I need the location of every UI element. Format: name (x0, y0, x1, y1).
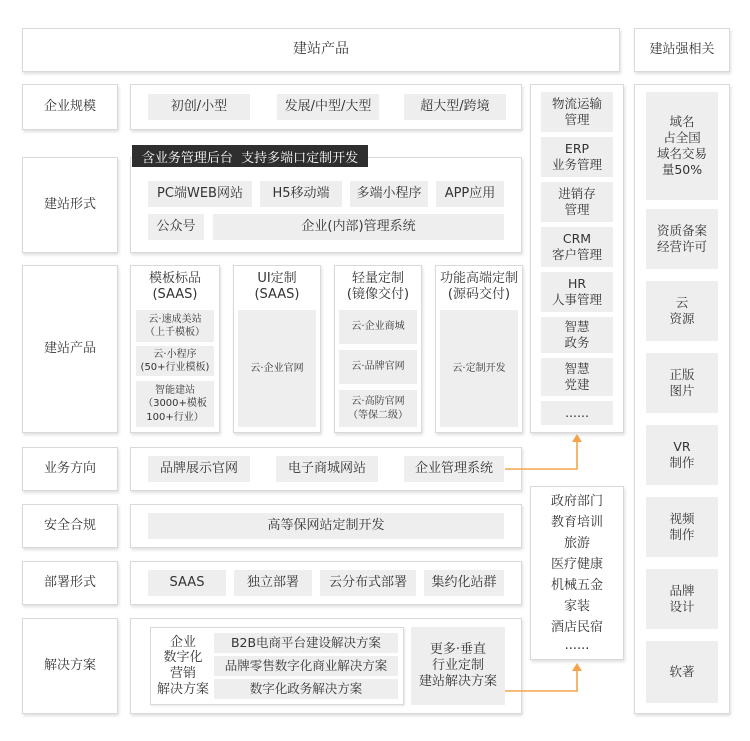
product-item-miniprogram[interactable]: 云·小程序 (50+行业模板) (136, 346, 214, 376)
product-item-mall[interactable]: 云·企业商城 (339, 310, 417, 344)
business-item-system[interactable]: 企业管理系统 (404, 456, 504, 482)
related-item-domain[interactable]: 域名 占全国 域名交易 量50% (646, 92, 718, 200)
system-item-hr[interactable]: HR 人事管理 (541, 272, 613, 312)
industry-item-government[interactable]: 政府部门 (550, 493, 603, 509)
solution-label: 解决方案 (43, 657, 96, 673)
form-item-management-system[interactable]: 企业(内部)管理系统 (213, 214, 504, 240)
industry-item-home[interactable]: 家装 (563, 598, 590, 614)
form-item-h5[interactable]: H5移动端 (260, 181, 342, 207)
form-item-app[interactable]: APP应用 (436, 181, 504, 207)
form-banner: 含业务管理后台 支持多端口定制开发 (132, 145, 368, 167)
business-item-brand[interactable]: 品牌展示官网 (148, 456, 250, 482)
form-item-official-account[interactable]: 公众号 (148, 214, 204, 240)
system-item-crm[interactable]: CRM 客户管理 (541, 227, 613, 267)
product-col-template-title: 模板标品 (SAAS) (148, 270, 201, 302)
system-item-more: ...... (541, 401, 613, 425)
solution-item-vertical[interactable]: 更多·垂直 行业定制 建站解决方案 (411, 627, 505, 705)
solution-item-retail[interactable]: 品牌零售数字化商业解决方案 (214, 656, 398, 676)
form-item-miniprogram[interactable]: 多端小程序 (350, 181, 428, 207)
business-item-mall[interactable]: 电子商城网站 (276, 456, 378, 482)
industry-item-travel[interactable]: 旅游 (563, 535, 590, 551)
arrow-head-systems (572, 434, 582, 442)
solution-group-title: 企业 数字化 营销 解决方案 (156, 634, 209, 697)
form-item-pc[interactable]: PC端WEB网站 (148, 181, 252, 207)
scale-label: 企业规模 (43, 98, 96, 114)
industry-item-hardware[interactable]: 机械五金 (550, 577, 603, 593)
security-label: 安全合规 (43, 517, 96, 533)
product-label: 建站产品 (43, 340, 96, 356)
related-item-cloud[interactable]: 云 资源 (646, 281, 718, 341)
related-item-vr[interactable]: VR 制作 (646, 425, 718, 485)
product-col-light-title: 轻量定制 (镜像交付) (346, 270, 410, 302)
product-item-brand-site[interactable]: 云·品牌官网 (339, 350, 417, 384)
solution-item-gov[interactable]: 数字化政务解决方案 (214, 679, 398, 699)
industry-item-education[interactable]: 教育培训 (550, 514, 603, 530)
system-item-party[interactable]: 智慧 党建 (541, 358, 613, 396)
product-item-custom-dev[interactable]: 云·定制开发 (440, 310, 518, 427)
system-item-gov[interactable]: 智慧 政务 (541, 317, 613, 353)
scale-item-large[interactable]: 超大型/跨境 (404, 94, 506, 120)
system-item-inventory[interactable]: 进销存 管理 (541, 182, 613, 222)
business-label: 业务方向 (43, 460, 96, 476)
scale-item-medium[interactable]: 发展/中型/大型 (277, 94, 379, 120)
related-item-brand-design[interactable]: 品牌 设计 (646, 569, 718, 629)
related-item-license[interactable]: 资质备案 经营许可 (646, 209, 718, 269)
side-header-title: 建站强相关 (649, 41, 715, 57)
related-item-video[interactable]: 视频 制作 (646, 497, 718, 557)
product-col-ui-title: UI定制 (SAAS) (254, 270, 300, 302)
product-item-smart-site[interactable]: 智能建站 （3000+模板 100+行业） (136, 381, 214, 427)
product-item-secure-site[interactable]: 云·高防官网 （等保二级） (339, 390, 417, 427)
industry-item-more: ...... (564, 637, 590, 653)
system-item-logistics[interactable]: 物流运输 管理 (541, 92, 613, 132)
product-col-custom-title: 功能高端定制 (源码交付) (439, 270, 518, 302)
product-item-enterprise-site[interactable]: 云·企业官网 (238, 310, 316, 427)
arrow-head-industries (572, 663, 582, 671)
form-label: 建站形式 (43, 196, 96, 212)
deploy-item-standalone[interactable]: 独立部署 (234, 570, 312, 596)
deploy-item-distributed[interactable]: 云分布式部署 (320, 570, 416, 596)
solution-item-b2b[interactable]: B2B电商平台建设解决方案 (214, 633, 398, 653)
system-item-erp[interactable]: ERP 业务管理 (541, 137, 613, 177)
deploy-item-cluster[interactable]: 集约化站群 (424, 570, 504, 596)
industry-item-hotel[interactable]: 酒店民宿 (550, 619, 603, 635)
scale-item-small[interactable]: 初创/小型 (148, 94, 250, 120)
product-item-quick-site[interactable]: 云·速成美站 （上千模板） (136, 310, 214, 342)
related-item-copyright[interactable]: 软著 (646, 641, 718, 703)
security-item[interactable]: 高等保网站定制开发 (148, 513, 504, 539)
industry-item-healthcare[interactable]: 医疗健康 (550, 556, 603, 572)
deploy-label: 部署形式 (43, 574, 96, 590)
related-item-images[interactable]: 正版 图片 (646, 353, 718, 413)
header-title: 建站产品 (293, 41, 349, 58)
deploy-item-saas[interactable]: SAAS (148, 570, 226, 596)
